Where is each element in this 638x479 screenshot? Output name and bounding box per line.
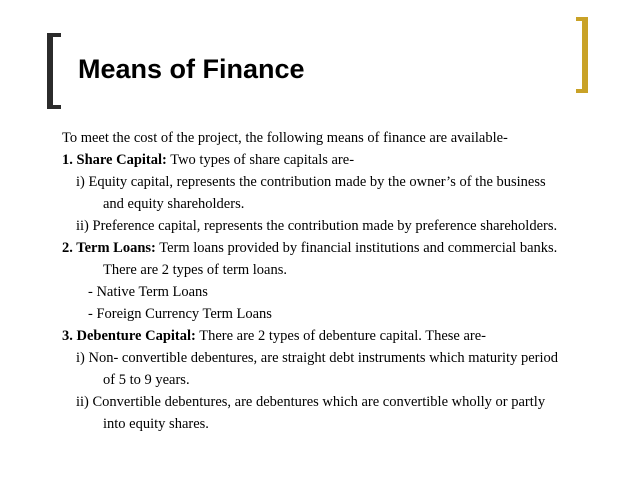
native-term-loans-item: - Native Term Loans [88,284,208,300]
term-loans-text-cont: There are 2 types of term loans. [103,262,287,278]
share-capital-heading [62,149,614,171]
foreign-term-loans-item: - Foreign Currency Term Loans [88,306,272,322]
debenture-capital-label: 3. Debenture Capital: [62,328,196,344]
term-loans-text: Term loans provided by financial institutions and commercial banks. [155,240,558,256]
convertible-text-cont: into equity shares. [103,416,209,432]
non-convertible-debentures-item [62,347,614,391]
convertible-debentures-item [62,391,614,435]
equity-capital-text: i) Equity capital, represents the contribution made by the owner’s of the business [76,174,546,190]
convertible-text: ii) Convertible debentures, are debentures which are convertible wholly or partly [76,394,546,410]
share-capital-label: 1. Share Capital: [62,152,167,168]
equity-capital-text-cont: and equity shareholders. [103,196,245,212]
term-loans-heading [62,237,614,281]
intro-text: To meet the cost of the project, the following means of finance are available- [62,130,508,146]
non-convertible-text: i) Non- convertible debentures, are straight debt instruments which maturity period [76,350,558,366]
non-convertible-text-cont: of 5 to 9 years. [103,372,190,388]
preference-capital-item: ii) Preference capital, represents the contribution made by preference shareholders. [76,218,558,234]
left-bracket-decoration [47,33,61,109]
term-loans-label: 2. Term Loans: [62,240,156,256]
right-bracket-decoration [576,17,588,93]
slide-title: Means of Finance [78,54,305,84]
debenture-capital-heading [62,325,614,347]
equity-capital-item [62,171,614,215]
share-capital-text: Two types of share capitals are- [166,152,355,168]
slide-body [62,127,614,435]
debenture-capital-text: There are 2 types of debenture capital. These are- [195,328,486,344]
